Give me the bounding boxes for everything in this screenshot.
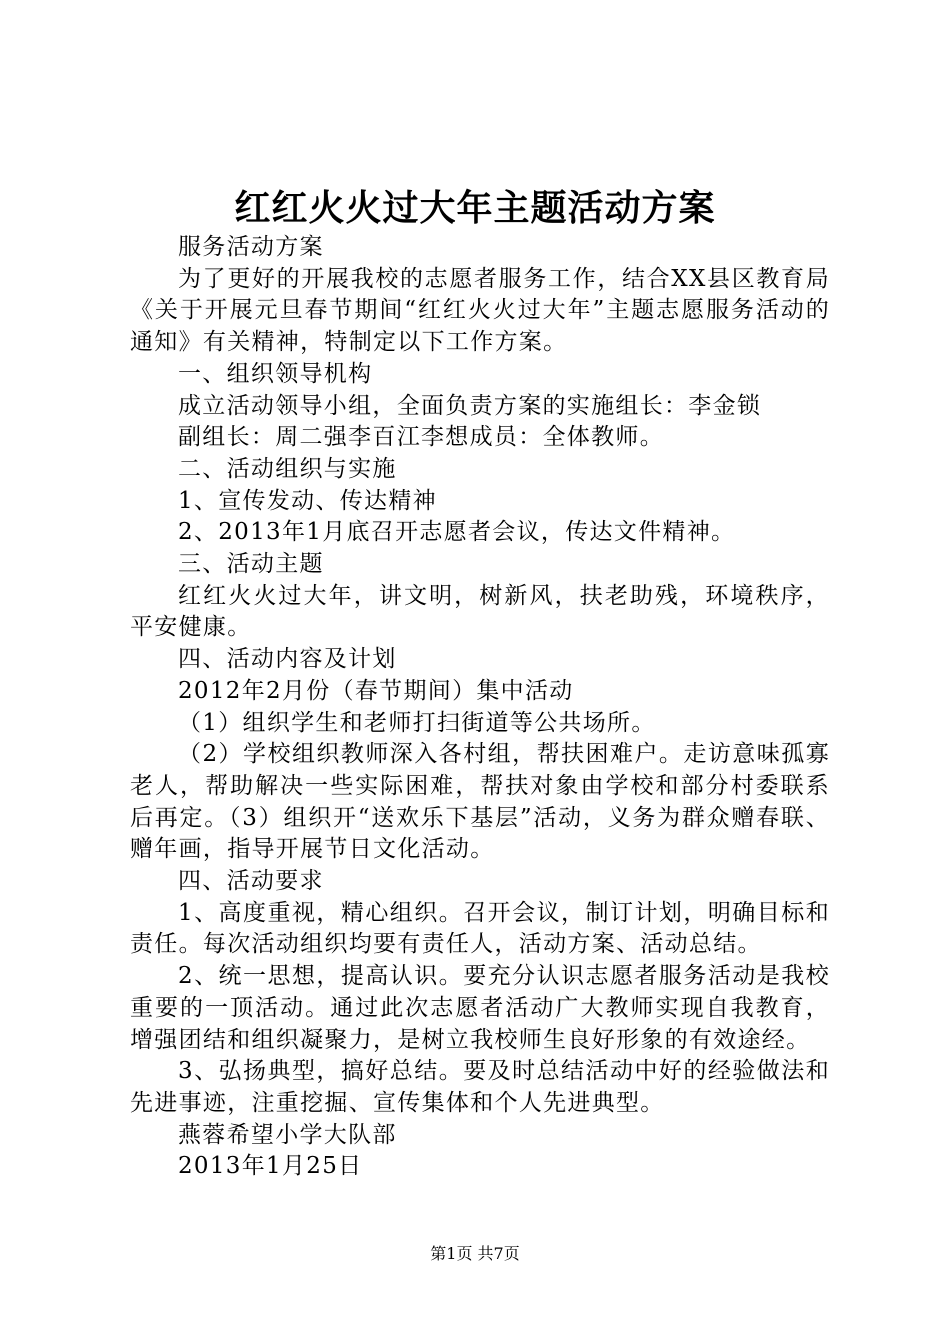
paragraph-item-2: 2、2013年1月底召开志愿者会议，传达文件精神。 (178, 519, 736, 546)
signature-organization: 燕蓉希望小学大队部 (178, 1121, 397, 1148)
paragraph-plan-1: （1）组织学生和老师打扫街道等公共场所。 (178, 709, 656, 736)
document-title: 红红火火过大年主题活动方案 (234, 187, 716, 229)
paragraph-deputy: 副组长：周二强李百江李想成员：全体教师。 (178, 424, 664, 451)
heading-organization: 一、组织领导机构 (178, 360, 373, 387)
heading-theme: 三、活动主题 (178, 551, 324, 578)
signature-date: 2013年1月25日 (178, 1153, 363, 1180)
paragraph-item-1: 1、宣传发动、传达精神 (178, 487, 437, 514)
paragraph-intro: 为了更好的开展我校的志愿者服务工作，结合XX县区教育局《关于开展元旦春节期间“红红火火过大年”主题志愿服务活动的通知》有关精神，特制定以下工作方案。 (130, 265, 830, 356)
heading-implementation: 二、活动组织与实施 (178, 455, 397, 482)
paragraph-requirement-2: 2、统一思想，提高认识。要充分认识志愿者服务活动是我校重要的一顶活动。通过此次志愿者活动广大教师实现自我教育，增强团结和组织凝聚力，是树立我校师生良好形象的有效途经。 (130, 963, 830, 1053)
paragraph-requirement-1: 1、高度重视，精心组织。召开会议，制订计划，明确目标和责任。每次活动组织均要有责任人，活动方案、活动总结。 (130, 899, 830, 958)
paragraph-leader: 成立活动领导小组，全面负责方案的实施组长：李金锁 (178, 392, 762, 419)
paragraph-requirement-3: 3、弘扬典型，搞好总结。要及时总结活动中好的经验做法和先进事迹，注重挖掘、宣传集体和个人先进典型。 (130, 1058, 830, 1116)
paragraph-plan-2-3: （2）学校组织教师深入各村组，帮扶困难户。走访意味孤寡老人，帮助解决一些实际困难，帮扶对象由学校和部分村委联系后再定。（3）组织开“送欢乐下基层”活动，义务为群众赠春联、赠年画，指导开展节日文化活动。 (130, 741, 830, 863)
page-footer: 第1页 共7页 (430, 1244, 520, 1263)
document-body (130, 232, 830, 1183)
heading-content-plan: 四、活动内容及计划 (178, 646, 397, 673)
paragraph-plan-date: 2012年2月份（春节期间）集中活动 (178, 677, 574, 704)
paragraph-theme: 红红火火过大年，讲文明，树新风，扶老助残，环境秩序，平安健康。 (130, 582, 830, 641)
heading-requirements: 四、活动要求 (178, 868, 324, 895)
paragraph-subtitle: 服务活动方案 (178, 234, 324, 260)
